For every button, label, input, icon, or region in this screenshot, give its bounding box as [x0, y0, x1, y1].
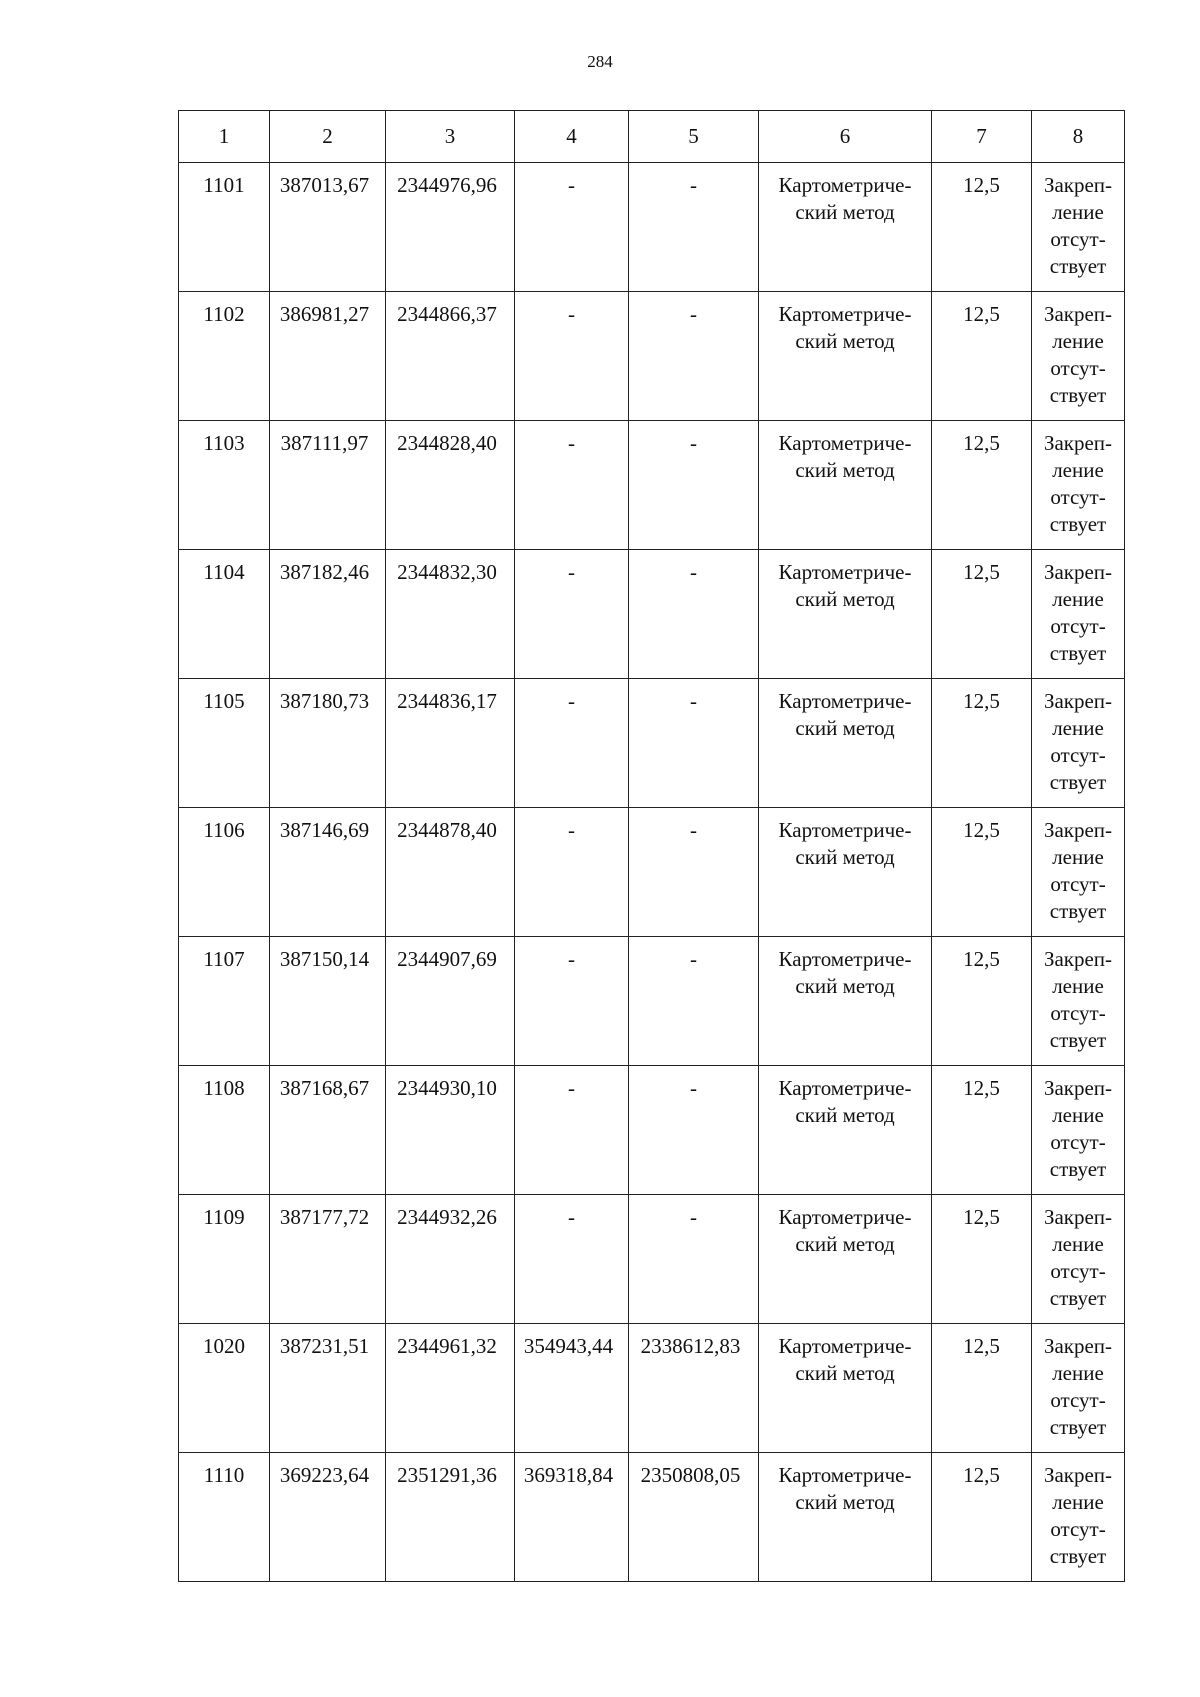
accuracy-cell: 12,5 [932, 550, 1032, 679]
accuracy-cell: 12,5 [932, 679, 1032, 808]
col4-cell: - [515, 550, 629, 679]
method-cell: Картометриче- ский метод [759, 1324, 932, 1453]
coord-y-cell: 2344932,26 [386, 1195, 515, 1324]
accuracy-cell: 12,5 [932, 292, 1032, 421]
method-cell: Картометриче- ский метод [759, 679, 932, 808]
fixing-cell: Закреп- ление отсут- ствует [1032, 679, 1125, 808]
column-header-2: 2 [270, 111, 386, 163]
col5-cell: - [629, 421, 759, 550]
col4-cell: - [515, 937, 629, 1066]
accuracy-cell: 12,5 [932, 1195, 1032, 1324]
fixing-cell: Закреп- ление отсут- ствует [1032, 292, 1125, 421]
table-row [179, 679, 1125, 808]
coord-x-cell: 369223,64 [270, 1453, 386, 1582]
coord-y-cell: 2351291,36 [386, 1453, 515, 1582]
table-row [179, 550, 1125, 679]
coord-x-cell: 387013,67 [270, 163, 386, 292]
point-number-cell: 1108 [179, 1066, 270, 1195]
coordinates-table [178, 110, 1125, 1582]
col5-cell: - [629, 679, 759, 808]
col5-cell: - [629, 1066, 759, 1195]
column-header-4: 4 [515, 111, 629, 163]
col5-cell: - [629, 937, 759, 1066]
fixing-cell: Закреп- ление отсут- ствует [1032, 421, 1125, 550]
coord-x-cell: 387168,67 [270, 1066, 386, 1195]
coord-x-cell: 387182,46 [270, 550, 386, 679]
col4-cell: - [515, 679, 629, 808]
coord-x-cell: 387177,72 [270, 1195, 386, 1324]
column-header-8: 8 [1032, 111, 1125, 163]
fixing-cell: Закреп- ление отсут- ствует [1032, 1195, 1125, 1324]
method-cell: Картометриче- ский метод [759, 1453, 932, 1582]
table-row [179, 421, 1125, 550]
point-number-cell: 1109 [179, 1195, 270, 1324]
point-number-cell: 1020 [179, 1324, 270, 1453]
col4-cell: - [515, 163, 629, 292]
method-cell: Картометриче- ский метод [759, 421, 932, 550]
page-number: 284 [587, 52, 613, 71]
method-cell: Картометриче- ский метод [759, 937, 932, 1066]
column-header-6: 6 [759, 111, 932, 163]
coord-y-cell: 2344836,17 [386, 679, 515, 808]
fixing-cell: Закреп- ление отсут- ствует [1032, 550, 1125, 679]
col4-cell: - [515, 421, 629, 550]
col4-cell: 354943,44 [515, 1324, 629, 1453]
fixing-cell: Закреп- ление отсут- ствует [1032, 163, 1125, 292]
col5-cell: 2338612,83 [629, 1324, 759, 1453]
coord-x-cell: 387150,14 [270, 937, 386, 1066]
coord-y-cell: 2344961,32 [386, 1324, 515, 1453]
table-row [179, 1066, 1125, 1195]
coord-y-cell: 2344828,40 [386, 421, 515, 550]
point-number-cell: 1105 [179, 679, 270, 808]
point-number-cell: 1103 [179, 421, 270, 550]
accuracy-cell: 12,5 [932, 808, 1032, 937]
point-number-cell: 1104 [179, 550, 270, 679]
method-cell: Картометриче- ский метод [759, 1066, 932, 1195]
coord-y-cell: 2344832,30 [386, 550, 515, 679]
method-cell: Картометриче- ский метод [759, 550, 932, 679]
accuracy-cell: 12,5 [932, 1324, 1032, 1453]
col5-cell: - [629, 292, 759, 421]
accuracy-cell: 12,5 [932, 1066, 1032, 1195]
table-row [179, 808, 1125, 937]
accuracy-cell: 12,5 [932, 1453, 1032, 1582]
accuracy-cell: 12,5 [932, 163, 1032, 292]
coord-x-cell: 387146,69 [270, 808, 386, 937]
coord-x-cell: 386981,27 [270, 292, 386, 421]
point-number-cell: 1110 [179, 1453, 270, 1582]
table-row [179, 937, 1125, 1066]
method-cell: Картометриче- ский метод [759, 292, 932, 421]
col4-cell: - [515, 808, 629, 937]
accuracy-cell: 12,5 [932, 421, 1032, 550]
accuracy-cell: 12,5 [932, 937, 1032, 1066]
fixing-cell: Закреп- ление отсут- ствует [1032, 937, 1125, 1066]
table-header-row [179, 111, 1125, 163]
point-number-cell: 1106 [179, 808, 270, 937]
coord-y-cell: 2344930,10 [386, 1066, 515, 1195]
col5-cell: 2350808,05 [629, 1453, 759, 1582]
table-row [179, 163, 1125, 292]
point-number-cell: 1102 [179, 292, 270, 421]
method-cell: Картометриче- ский метод [759, 808, 932, 937]
coord-x-cell: 387111,97 [270, 421, 386, 550]
coord-y-cell: 2344907,69 [386, 937, 515, 1066]
point-number-cell: 1101 [179, 163, 270, 292]
column-header-7: 7 [932, 111, 1032, 163]
coord-x-cell: 387180,73 [270, 679, 386, 808]
fixing-cell: Закреп- ление отсут- ствует [1032, 1066, 1125, 1195]
column-header-3: 3 [386, 111, 515, 163]
col4-cell: 369318,84 [515, 1453, 629, 1582]
coord-y-cell: 2344878,40 [386, 808, 515, 937]
coord-y-cell: 2344866,37 [386, 292, 515, 421]
col4-cell: - [515, 1195, 629, 1324]
col5-cell: - [629, 808, 759, 937]
col4-cell: - [515, 1066, 629, 1195]
fixing-cell: Закреп- ление отсут- ствует [1032, 1324, 1125, 1453]
col4-cell: - [515, 292, 629, 421]
table-row [179, 1324, 1125, 1453]
column-header-5: 5 [629, 111, 759, 163]
table-row [179, 1453, 1125, 1582]
table-body [179, 163, 1125, 1582]
col5-cell: - [629, 550, 759, 679]
coord-y-cell: 2344976,96 [386, 163, 515, 292]
col5-cell: - [629, 1195, 759, 1324]
fixing-cell: Закреп- ление отсут- ствует [1032, 1453, 1125, 1582]
col5-cell: - [629, 163, 759, 292]
method-cell: Картометриче- ский метод [759, 163, 932, 292]
point-number-cell: 1107 [179, 937, 270, 1066]
table-row [179, 292, 1125, 421]
fixing-cell: Закреп- ление отсут- ствует [1032, 808, 1125, 937]
column-header-1: 1 [179, 111, 270, 163]
method-cell: Картометриче- ский метод [759, 1195, 932, 1324]
coord-x-cell: 387231,51 [270, 1324, 386, 1453]
table-row [179, 1195, 1125, 1324]
